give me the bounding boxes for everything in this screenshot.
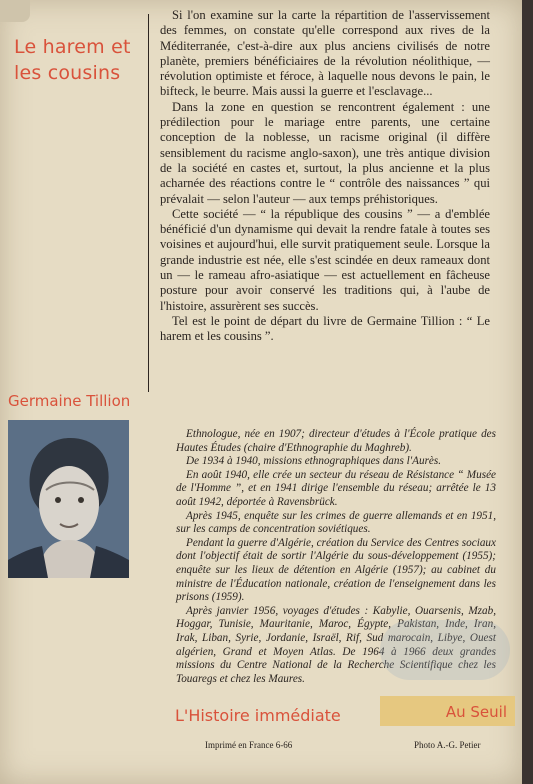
torn-corner — [0, 0, 30, 22]
blurb-paragraph-3: Cette société — “ la république des cousins ” — a d'emblée bénéficié d'un dynamisme qui devait la rendre fatale à toutes ses voisines et aujourd'hui, elle survit pratiquement seule. Lorsque la grande industrie est née, elle s'est scindée en deux rameaux dont un — le rameau afro-asiatique — est actuellement en fâcheuse posture pour avoir conservé les traditions qui, à l'aube de l'histoire, assurèrent ses succès. — [160, 206, 490, 313]
vertical-rule — [148, 14, 149, 392]
blurb — [160, 8, 490, 345]
bio-paragraph-3: En août 1940, elle crée un secteur du réseau de Résistance “ Musée de l'Homme ”, et en 1941 dirige l'ensemble du réseau; arrêtée le 13 août 1942, déportée à Ravensbrück. — [176, 468, 496, 508]
portrait-image — [8, 420, 129, 578]
blurb-paragraph-4: Tel est le point de départ du livre de Germaine Tillion : “ Le harem et les cousins ”. — [160, 313, 490, 344]
blurb-paragraph-2: Dans la zone en question se rencontrent également : une prédilection pour le mariage entre parents, une certaine conception de la noblesse, un racisme original (il diffère sensiblement du racisme anglo-saxon), une très antique division de la société en castes et, surtout, la plus ancienne et la plus acharnée des réactions contre le “ contrôle des naissances ” qui prévalait — selon l'auteur — aux temps préhistoriques. — [160, 99, 490, 206]
author-portrait — [8, 420, 129, 578]
printing-note: Imprimé en France 6-66 — [205, 740, 293, 750]
author-name: Germaine Tillion — [8, 392, 131, 410]
title-line-1: Le harem et — [14, 36, 131, 58]
blurb-paragraph-1: Si l'on examine sur la carte la répartition de l'asservissement des femmes, on constate qu'elle correspond aux rives de la Méditerranée, c'est-à-dire aux plus anciens civilisés de notre planète, premiers bénéficiaires de la révolution néolithique, — révolution optimiste et féroce, à laquelle nous devons le pain, le bifteck, le beurre. Mais aussi la guerre et l'esclavage... — [160, 8, 490, 99]
book-title — [14, 34, 134, 86]
title-line-2: les cousins — [14, 62, 121, 84]
publisher-band — [380, 696, 515, 726]
photo-credit: Photo A.-G. Petier — [414, 740, 481, 750]
bio-paragraph-1: Ethnologue, née en 1907; directeur d'études à l'École pratique des Hautes Études (chaire d'Ethnographie du Maghreb). — [176, 428, 496, 454]
bio-paragraph-6: Après janvier 1956, voyages d'études : Kabylie, Ouarsenis, Mzab, Hoggar, Tunisie, Mauritanie, Maroc, Égypte, Pakistan, Inde, Iran, Irak, Liban, Syrie, Jordanie, Israël, Rif, Sud marocain, Libye, Ouest algérien, Grand et Moyen Atlas. De 1964 à 1966 deux grandes missions du Centre National de la Recherche Scientifique chez les Touaregs et chez les Maures. — [176, 604, 496, 685]
bio-paragraph-5: Pendant la guerre d'Algérie, création du Service des Centres sociaux dont l'objectif était de sortir l'Algérie du sous-développement (1955); enquête sur les lieux de détention en Algérie (1957); au cabinet du ministre de l'Éducation nationale, création de l'enseignement dans les prisons (1959). — [176, 536, 496, 604]
paper-stain — [380, 620, 510, 680]
bio-paragraph-4: Après 1945, enquête sur les crimes de guerre allemands et en 1951, sur les camps de concentration soviétiques. — [176, 509, 496, 536]
publisher-name: Au Seuil — [445, 703, 507, 721]
collection-name: L'Histoire immédiate — [175, 706, 341, 725]
bio-paragraph-2: De 1934 à 1940, missions ethnographiques dans l'Aurès. — [186, 455, 442, 468]
